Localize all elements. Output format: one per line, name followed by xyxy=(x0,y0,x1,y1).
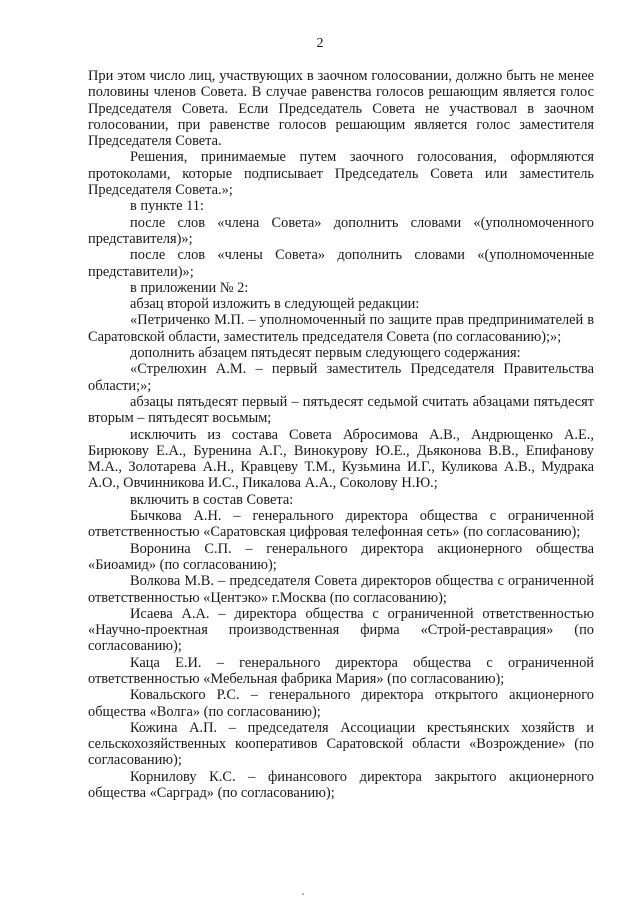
paragraph: после слов «члена Совета» дополнить словами «(уполномоченного представителя)»; xyxy=(88,214,594,247)
paragraph: Кожина А.П. – председателя Ассоциации крестьянских хозяйств и сельскохозяйственных кооперативов Саратовской области «Возрождение» (по согласованию); xyxy=(88,719,594,769)
paragraph: абзацы пятьдесят первый – пятьдесят седьмой считать абзацами пятьдесят вторым – пятьдесят восьмым; xyxy=(88,393,594,427)
paragraph: «Петриченко М.П. – уполномоченный по защите прав предпринимателей в Саратовской области, заместитель председателя Совета (по согласованию);»; xyxy=(88,312,594,345)
paragraph: «Стрелюхин А.М. – первый заместитель Председателя Правительства области;»; xyxy=(88,361,594,394)
paragraph: в приложении № 2: xyxy=(130,279,249,296)
paragraph: абзац второй изложить в следующей редакции: xyxy=(130,296,420,313)
paragraph: Исаева А.А. – директора общества с ограниченной ответственностью «Научно-проектная производственная фирма «Строй-реставрация» (по согласованию); xyxy=(88,605,594,655)
document-body xyxy=(88,68,594,801)
paragraph: Ковальского Р.С. – генерального директора открытого акционерного общества «Волга» (по согласованию); xyxy=(88,687,594,720)
scan-speck xyxy=(302,893,304,895)
paragraph: Решения, принимаемые путем заочного голосования, оформляются протоколами, которые подписывает Председатель Совета или заместитель Председателя Совета.»; xyxy=(88,149,594,199)
paragraph: Корнилову К.С. – финансового директора закрытого акционерного общества «Сарград» (по согласованию); xyxy=(88,768,594,802)
page-number: 2 xyxy=(316,36,324,51)
paragraph: после слов «члены Совета» дополнить словами «(уполномоченные представители)»; xyxy=(88,247,594,280)
paragraph: дополнить абзацем пятьдесят первым следующего содержания: xyxy=(130,345,521,362)
paragraph: в пункте 11: xyxy=(130,198,204,215)
paragraph: Волкова М.В. – председателя Совета директоров общества с ограниченной ответственностью «Центэко» г.Москва (по согласованию); xyxy=(88,573,594,606)
paragraph: Бычкова А.Н. – генерального директора общества с ограниченной ответственностью «Саратовская цифровая телефонная сеть» (по согласованию); xyxy=(88,508,594,541)
paragraph: исключить из состава Совета Абросимова А.В., Андрющенко А.Е., Бирюкову Е.А., Буренина А.Г., Винокурову Ю.Е., Дьяконова В.В., Епифанову М.А., Золотарева А.Н., Кравцеву Т.М., Кузьмина И.Г., Куликова А.В., Мудрака А.О., Овчинникова И.С., Пикалова А.А., Соколову Н.Ю.; xyxy=(88,426,594,492)
paragraph: включить в состав Совета: xyxy=(130,491,294,508)
paragraph: Каца Е.И. – генерального директора общества с ограниченной ответственностью «Мебельная фабрика Мария» (по согласованию); xyxy=(88,654,594,687)
paragraph: При этом число лиц, участвующих в заочном голосовании, должно быть не менее половины членов Совета. В случае равенства голосов решающим является голос Председателя Совета. Если Председатель Совета не участвовал в заочном голосовании, при равенстве голосов решающим является голос заместителя Председателя Совета. xyxy=(88,68,594,150)
paragraph: Воронина С.П. – генерального директора акционерного общества «Биоамид» (по согласованию); xyxy=(88,540,594,573)
